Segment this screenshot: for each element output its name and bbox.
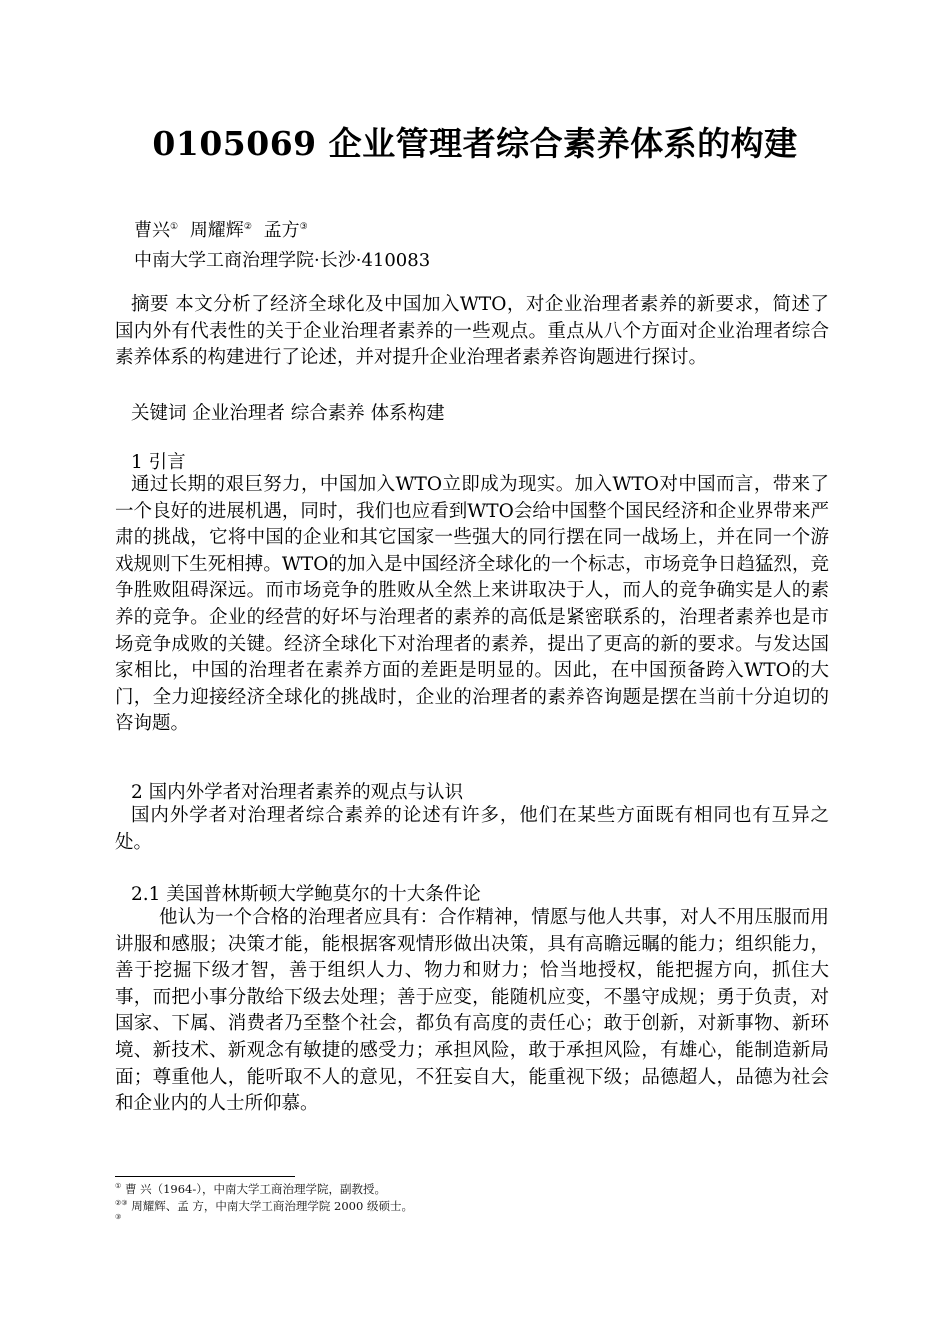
section-body: 国内外学者对治理者综合素养的论述有许多，他们在某些方面既有相同也有互异之处。 [115, 805, 829, 853]
author-name: 孟方 [263, 220, 300, 241]
abstract: 摘要 本文分析了经济全球化及中国加入WTO，对企业治理者素养的新要求，简述了国内外有代表性的关于企业治理者素养的一些观点。重点从八个方面对企业治理者综合素养体系的构建进行了论述，并对提升企业治理者素养咨询题进行探讨。 [115, 294, 829, 369]
footnote-mark: ③ [115, 1213, 122, 1222]
footnote-text: 周耀辉、孟 方，中南大学工商治理学院 2000 级硕士。 [131, 1199, 413, 1213]
footnote [115, 1181, 386, 1197]
author-name: 曹兴 [134, 220, 170, 241]
section-body: 通过长期的艰巨努力，中国加入WTO立即成为现实。加入WTO对中国而言，带来了一个良好的进展机遇，同时，我们也应看到WTO会给中国整个国民经济和企业界带来严肃的挑战，它将中国的企业和其它国家一些强大的同行摆在同一战场上，并在同一个游戏规则下生死相搏。WTO的加入是中国经济全球化的一个标志，市场竞争日趋猛烈，竞争胜败阻碍深远。而市场竞争的胜败从全然上来讲取决于人，而人的竞争确实是人的素养的竞争。企业的经营的好坏与治理者的素养的高低是紧密联系的，治理者素养也是市场竞争成败的关键。经济全球化下对治理者的素养，提出了更高的新的要求。与发达国家相比，中国的治理者在素养方面的差距是明显的。因此，在中国预备跨入WTO的大门，全力迎接经济全球化的挑战时，企业的治理者的素养咨询题是摆在当前十分迫切的咨询题。 [115, 474, 829, 735]
footnote [115, 1213, 121, 1227]
footnote [115, 1198, 413, 1214]
affiliation: 中南大学工商治理学院·长沙·410083 [134, 250, 431, 271]
section-heading: 2 国内外学者对治理者素养的观点与认识 [131, 782, 464, 803]
author-line [134, 216, 314, 242]
section-body: 他认为一个合格的治理者应具有：合作精神，情愿与他人共事，对人不用压服而用讲服和感服；决策才能，能根据客观情形做出决策，具有高瞻远瞩的能力；组织能力，善于挖掘下级才智，善于组织人力、物力和财力；恰当地授权，能把握方向，抓住大事，而把小事分散给下级去处理；善于应变，能随机应变，不墨守成规；勇于负责，对国家、下属、消费者乃至整个社会，都负有高度的责任心；敢于创新，对新事物、新环境、新技术、新观念有敏捷的感受力；承担风险，敢于承担风险，有雄心，能制造新局面；尊重他人，能听取不人的意见，不狂妄自大，能重视下级；品德超人，品德为社会和企业内的人士所仰慕。 [115, 907, 829, 1115]
author-mark: ② [243, 222, 252, 232]
paper-title: 0105069 企业管理者综合素养体系的构建 [152, 124, 798, 163]
section-heading: 1 引言 [131, 452, 186, 473]
footnote-mark: ① [115, 1182, 122, 1191]
footnote-divider [115, 1176, 295, 1177]
section-heading: 2.1 美国普林斯顿大学鲍莫尔的十大条件论 [131, 884, 481, 905]
keywords: 关键词 企业治理者 综合素养 体系构建 [131, 403, 445, 424]
footnote-text: 曹 兴（1964-），中南大学工商治理学院，副教授。 [124, 1182, 386, 1196]
author-mark: ① [170, 222, 179, 232]
author-name: 周耀辉 [189, 220, 244, 241]
footnote-mark: ②③ [115, 1199, 128, 1208]
author-mark: ③ [299, 222, 308, 232]
